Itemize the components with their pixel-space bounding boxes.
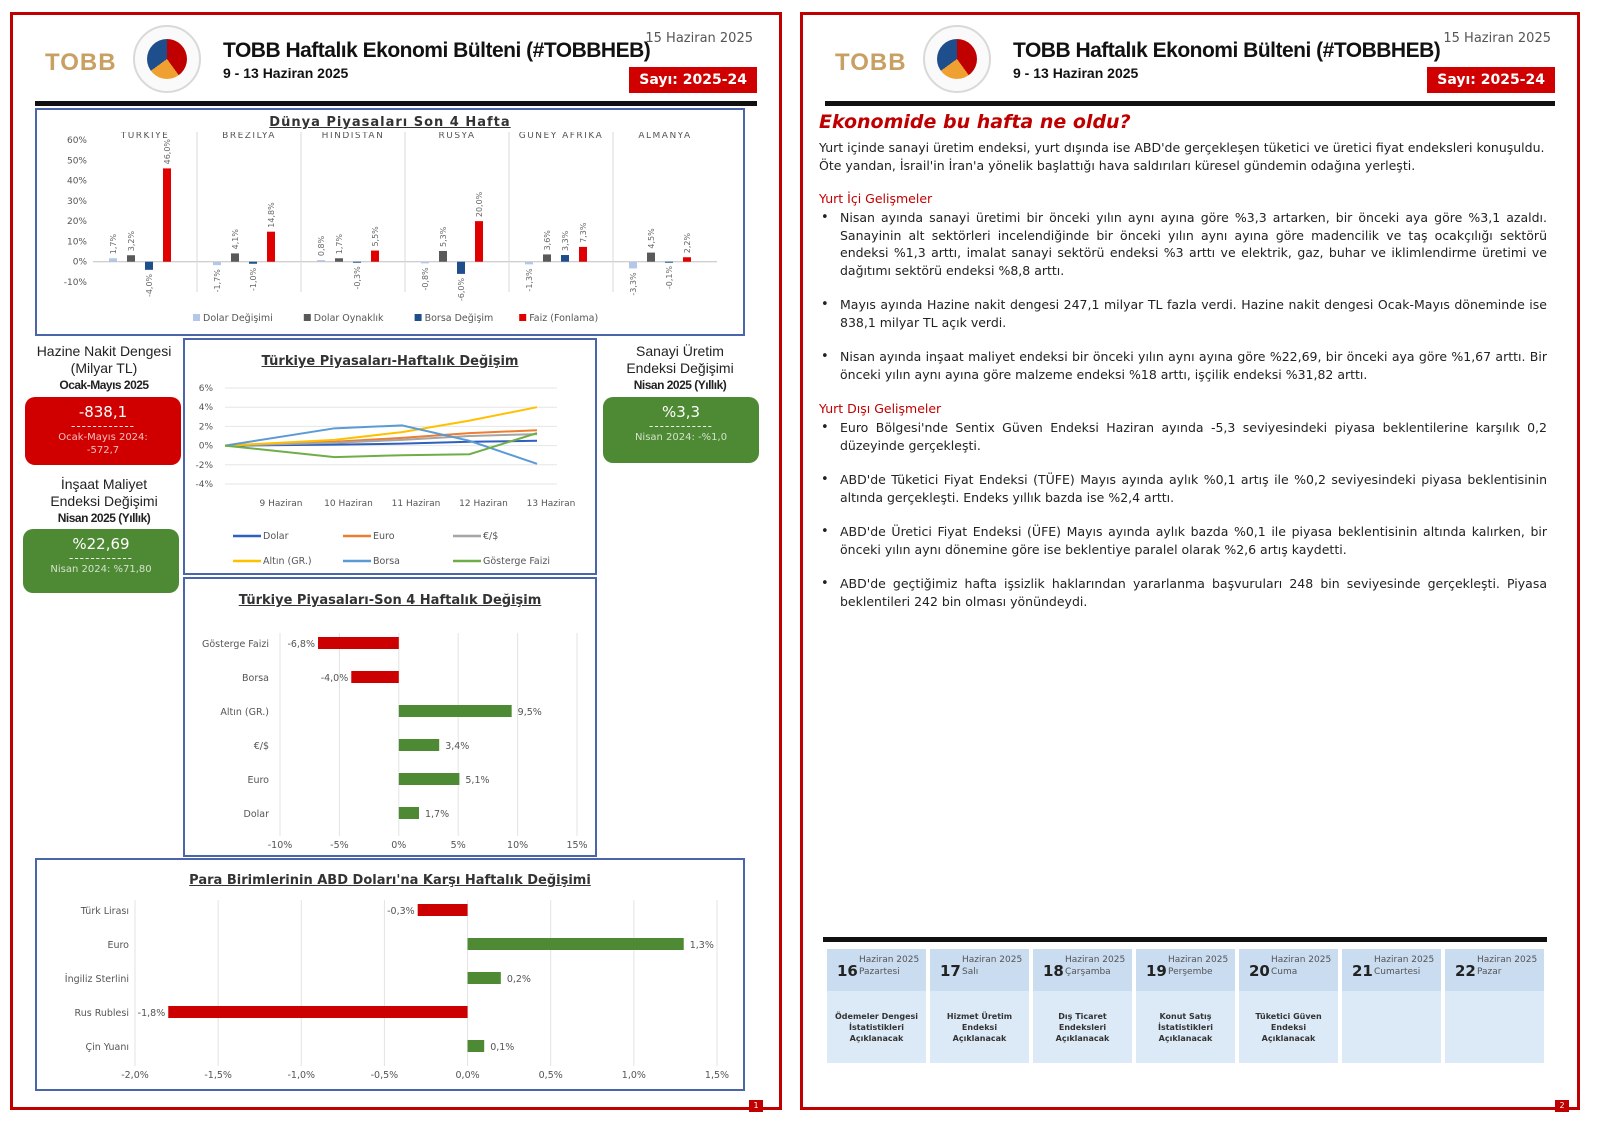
category-label: Borsa — [241, 673, 269, 684]
calendar-weekday: Cuma — [1271, 967, 1298, 977]
x-tick-label: 1,5% — [704, 1070, 730, 1081]
data-label: 0,8% — [317, 235, 326, 257]
data-label: 1,7% — [424, 809, 450, 820]
bar — [213, 262, 221, 265]
calendar-month: Haziran 2025 — [1065, 955, 1126, 965]
list-item: • Nisan ayında sanayi üretimi bir önceki yılın aynı ayına göre %3,3 artarken, bir önceki aya göre %3,1 azaldı. Sanayinin alt sektörleri incelendiğinde bir önceki yılın aynı ayına göre madencilik ve taş ocakçılığı sektörü endeksi %1,3 arttı, imalat sanayi sektörü endeksi %3 arttı ve elektrik, gaz, buhar ve iklimlendirme üretimi ve dağıtımı sektörü endeksi %8,8 arttı. — [819, 209, 1547, 279]
bar — [665, 262, 673, 263]
world-markets-chart — [35, 108, 745, 336]
bar — [561, 255, 569, 262]
data-label: -4,0% — [145, 273, 154, 298]
world-markets-svg — [37, 132, 743, 332]
calendar-day-number: 20 — [1249, 962, 1270, 980]
foreign-news-list — [819, 419, 1547, 627]
bar — [371, 251, 379, 262]
y-tick-label: 30% — [66, 196, 87, 207]
bulletin-page-1 — [10, 12, 782, 1110]
page-header — [803, 15, 1577, 107]
tobb-logo-text: TOBB — [45, 49, 117, 76]
calendar-event: Konut Satış İstatistikleri Açıklanacak — [1157, 1012, 1214, 1043]
bar — [168, 1006, 467, 1018]
page-number: 1 — [749, 1100, 763, 1112]
calendar-weekday: Salı — [962, 967, 979, 977]
data-label: 1,3% — [689, 940, 714, 951]
bar — [353, 262, 361, 263]
kpi-label-line: Hazine Nakit Dengesi — [36, 343, 172, 359]
data-label: 3,3% — [561, 230, 570, 252]
weekly-calendar — [827, 949, 1544, 1063]
legend-label: Faiz (Fonlama) — [529, 313, 599, 324]
category-label: Dolar — [243, 809, 269, 820]
bar — [109, 258, 117, 261]
kpi-prev-value: -572,7 — [86, 445, 120, 456]
turkey-weekly-svg — [185, 374, 595, 574]
list-item: • ABD'de Üretici Fiyat Endeksi (ÜFE) Mayıs ayında aylık bazda %0,1 ile piyasa beklentisinin altında kalırken, bir önceki yılın aynı dönemine göre ise beklentiye paralel olarak %2,6 artış kaydetti. — [819, 523, 1547, 558]
hazine-kpi-card — [25, 397, 181, 465]
y-tick-label: -2% — [195, 460, 213, 471]
intro-paragraph: Yurt içinde sanayi üretim endeksi, yurt dışında ise ABD'de gerçekleşen tüketici ve üretici fiyat endeksleri konuşuldu. Öte yandan, İsrail'in İran'a yönelik başlattığı hava saldırıları küresel gündemin odağına yerleşti. — [819, 140, 1545, 173]
data-label: -1,8% — [137, 1008, 166, 1019]
x-tick-label: -2,0% — [121, 1070, 149, 1081]
calendar-day-number: 17 — [940, 962, 961, 980]
calendar-month: Haziran 2025 — [1374, 955, 1435, 965]
data-label: -0,3% — [387, 906, 415, 917]
bulletin-date: 15 Haziran 2025 — [1443, 31, 1551, 46]
calendar-day — [827, 949, 926, 1063]
list-item: • Mayıs ayında Hazine nakit dengesi 247,1 milyar TL fazla verdi. Hazine nakit dengesi Ocak-Mayıs döneminde ise 838,1 milyar TL açık verdi. — [819, 296, 1547, 331]
legend-label: Altın (GR.) — [263, 556, 312, 567]
kpi-period: Nisan 2025 (Yıllık) — [57, 511, 151, 525]
bar — [163, 168, 171, 261]
legend-swatch — [304, 314, 311, 321]
data-label: 5,3% — [439, 226, 448, 247]
category-label: Gösterge Faizi — [201, 639, 269, 650]
x-tick-label: -10% — [267, 840, 293, 851]
data-label: 14,8% — [267, 202, 276, 228]
x-tick-label: 0,0% — [455, 1070, 480, 1081]
data-label: -1,0% — [249, 267, 258, 291]
y-tick-label: 0% — [198, 441, 213, 452]
bar — [317, 260, 325, 262]
bar — [629, 262, 637, 269]
category-label: Çin Yuanı — [85, 1042, 129, 1053]
insaat-kpi-card — [23, 529, 179, 593]
y-tick-label: 60% — [66, 136, 87, 146]
kpi-label-line: (Milyar TL) — [70, 360, 138, 376]
calendar-month: Haziran 2025 — [962, 955, 1023, 965]
y-tick-label: 20% — [66, 217, 87, 228]
chart-title: Para Birimlerinin ABD Doları'na Karşı Haftalık Değişimi — [189, 873, 591, 888]
calendar-day — [1342, 949, 1441, 1063]
bar — [249, 262, 257, 264]
header-rule — [35, 101, 757, 106]
bar — [525, 262, 533, 265]
legend-swatch — [519, 314, 526, 321]
calendar-day-number: 21 — [1352, 962, 1373, 980]
domestic-news-list — [819, 209, 1547, 400]
x-tick-label: -0,5% — [370, 1070, 399, 1081]
legend-label: Dolar Oynaklık — [313, 313, 384, 324]
calendar-day — [1136, 949, 1235, 1063]
bar — [318, 637, 399, 649]
kpi-prev: Nisan 2024: %71,80 — [50, 564, 152, 575]
bar — [399, 807, 419, 819]
y-tick-label: 4% — [198, 403, 213, 414]
legend-label: Euro — [373, 531, 395, 542]
kpi-divider: ------------ — [649, 419, 713, 433]
kpi-prev: Nisan 2024: -%1,0 — [634, 432, 728, 443]
issue-badge: Sayı: 2025-24 — [1427, 67, 1555, 93]
bar — [351, 671, 399, 683]
turkey-4week-svg — [185, 611, 595, 855]
legend-label: Gösterge Faizi — [483, 556, 551, 567]
bar — [335, 258, 343, 261]
y-tick-label: -4% — [195, 480, 213, 490]
calendar-day — [1445, 949, 1544, 1063]
bar — [127, 255, 135, 261]
x-tick-label: 9 Haziran — [259, 499, 303, 509]
category-label: BREZİLYA — [222, 132, 276, 141]
category-label: Euro — [247, 775, 269, 786]
x-tick-label: 10 Haziran — [324, 499, 373, 509]
x-tick-label: 1,0% — [621, 1070, 646, 1081]
chart-title: Türkiye Piyasaları-Haftalık Değişim — [261, 354, 519, 369]
x-tick-label: 12 Haziran — [459, 499, 508, 509]
calendar-event: Tüketici Güven Endeksi Açıklanacak — [1255, 1012, 1322, 1043]
data-label: 46,0% — [163, 138, 172, 165]
data-label: 20,0% — [475, 191, 484, 218]
calendar-weekday: Çarşamba — [1065, 967, 1111, 977]
turkey-weekly-line-chart — [183, 338, 597, 575]
calendar-rule — [823, 937, 1547, 942]
data-label: 5,1% — [465, 775, 490, 786]
chart-title: Türkiye Piyasaları-Son 4 Haftalık Değişim — [238, 593, 542, 608]
bar — [267, 232, 275, 262]
x-tick-label: -1,0% — [287, 1070, 316, 1081]
category-label: ALMANYA — [638, 132, 692, 141]
calendar-day — [930, 949, 1029, 1063]
y-tick-label: 0% — [72, 257, 87, 268]
kpi-label-line: Endeksi Değişimi — [626, 360, 734, 376]
sanayi-kpi-card — [603, 397, 759, 463]
tobb-logo-text: TOBB — [835, 49, 907, 76]
domestic-section-title: Yurt İçi Gelişmeler — [819, 191, 933, 206]
kpi-label-line: Sanayi Üretim — [636, 343, 724, 359]
calendar-weekday: Perşembe — [1168, 967, 1213, 977]
kpi-label-line: İnşaat Maliyet — [60, 476, 148, 492]
kpi-value: %22,69 — [72, 535, 130, 553]
bar — [475, 221, 483, 262]
x-tick-label: 15% — [566, 840, 588, 851]
y-tick-label: 40% — [66, 176, 87, 187]
x-tick-label: 11 Haziran — [391, 499, 441, 509]
data-label: 9,5% — [517, 707, 542, 718]
calendar-weekday: Pazartesi — [859, 967, 900, 977]
legend-label: Dolar Değişimi — [203, 313, 273, 324]
calendar-day-number: 18 — [1043, 962, 1064, 980]
list-item: • ABD'de geçtiğimiz hafta işsizlik haklarından yararlanma başvuruları 248 bin seviyesinde gerçekleşti. Piyasa beklentileri 242 bin olması yönündeydi. — [819, 575, 1547, 610]
bar — [579, 247, 587, 262]
bar — [647, 253, 655, 262]
bar — [683, 257, 691, 261]
data-label: -1,7% — [213, 269, 222, 293]
calendar-event: Dış Ticaret Endeksleri Açıklanacak — [1055, 1012, 1110, 1043]
data-label: 7,3% — [579, 222, 588, 243]
bar — [468, 972, 501, 984]
kpi-prev-label: Ocak-Mayıs 2024: — [58, 432, 148, 443]
calendar-day-number: 22 — [1455, 962, 1476, 980]
calendar-month: Haziran 2025 — [859, 955, 920, 965]
kpi-value: %3,3 — [661, 403, 701, 421]
legend-swatch — [193, 314, 200, 321]
data-label: 0,2% — [506, 974, 531, 985]
bar — [468, 1040, 485, 1052]
section-heading: Ekonomide bu hafta ne oldu? — [819, 111, 1131, 133]
calendar-month: Haziran 2025 — [1168, 955, 1229, 965]
category-label: TÜRKİYE — [120, 132, 170, 141]
bulletin-week: 9 - 13 Haziran 2025 — [223, 65, 349, 81]
bar — [418, 904, 468, 916]
y-tick-label: -10% — [63, 278, 87, 288]
bar — [421, 262, 429, 264]
tobb-seal-icon — [923, 25, 991, 93]
kpi-divider: ------------ — [71, 419, 135, 433]
category-label: İngiliz Sterlini — [64, 974, 129, 985]
bar — [468, 938, 684, 950]
legend-swatch — [415, 314, 422, 321]
x-tick-label: 0% — [391, 840, 407, 851]
list-item: • ABD'de Tüketici Fiyat Endeksi (TÜFE) Mayıs ayında aylık %0,1 artış ile %0,2 seviyesindeki piyasa beklentisinin altında gerçekleşti. Endeks yıllık bazda ise %2,4 arttı. — [819, 471, 1547, 506]
bar — [457, 262, 465, 274]
data-label: -4,0% — [320, 673, 349, 684]
calendar-weekday: Pazar — [1477, 967, 1502, 977]
kpi-period: Ocak-Mayıs 2025 — [59, 378, 149, 392]
currencies-svg — [37, 892, 743, 1092]
kpi-period: Nisan 2025 (Yıllık) — [633, 378, 727, 392]
category-label: HİNDİSTAN — [321, 132, 385, 141]
calendar-day — [1239, 949, 1338, 1063]
bar — [543, 254, 551, 261]
y-tick-label: 10% — [66, 237, 87, 248]
legend-label: €/$ — [483, 531, 499, 542]
bar — [231, 253, 239, 261]
x-tick-label: -1,5% — [204, 1070, 232, 1081]
sanayi-kpi-label — [605, 343, 755, 394]
calendar-month: Haziran 2025 — [1271, 955, 1332, 965]
chart-title: Dünya Piyasaları Son 4 Hafta — [269, 115, 511, 130]
page-number: 2 — [1555, 1100, 1569, 1112]
bar — [439, 251, 447, 262]
data-label: 4,5% — [647, 228, 656, 249]
currencies-bar-chart — [35, 858, 745, 1091]
category-label: €/$ — [253, 741, 269, 752]
kpi-label-line: Endeksi Değişimi — [50, 493, 158, 509]
x-tick-label: 13 Haziran — [526, 499, 576, 509]
legend-label: Borsa — [373, 556, 401, 567]
data-label: 1,7% — [109, 233, 118, 255]
category-label: Türk Lirası — [80, 906, 129, 917]
issue-badge: Sayı: 2025-24 — [629, 67, 757, 93]
data-label: 4,1% — [231, 229, 240, 250]
bar — [145, 262, 153, 270]
bulletin-date: 15 Haziran 2025 — [645, 31, 753, 46]
data-label: -3,3% — [629, 272, 638, 296]
x-tick-label: 0,5% — [538, 1070, 563, 1081]
data-label: 2,2% — [683, 232, 692, 254]
data-label: -0,8% — [421, 267, 430, 291]
category-label: Altın (GR.) — [220, 707, 269, 718]
calendar-weekday: Cumartesi — [1374, 967, 1421, 977]
foreign-section-title: Yurt Dışı Gelişmeler — [819, 401, 942, 416]
data-label: 1,7% — [335, 233, 344, 255]
data-label: -0,3% — [353, 266, 362, 290]
tobb-seal-icon — [133, 25, 201, 93]
bulletin-week: 9 - 13 Haziran 2025 — [1013, 65, 1139, 81]
calendar-event: Hizmet Üretim Endeksi Açıklanacak — [946, 1012, 1013, 1043]
data-label: 3,4% — [445, 741, 470, 752]
data-label: 0,1% — [490, 1042, 515, 1053]
bar — [399, 739, 439, 751]
data-label: 5,5% — [371, 226, 380, 247]
x-tick-label: 10% — [507, 840, 529, 851]
y-tick-label: 2% — [198, 422, 213, 433]
data-label: -6,0% — [457, 277, 466, 302]
data-label: 3,2% — [127, 230, 136, 252]
data-label: 3,6% — [543, 230, 552, 251]
data-label: -6,8% — [287, 639, 316, 650]
y-tick-label: 6% — [198, 384, 213, 394]
category-label: Euro — [107, 940, 129, 951]
category-label: Rus Rublesi — [74, 1008, 129, 1019]
kpi-divider: ------------ — [69, 551, 133, 565]
calendar-day-number: 19 — [1146, 962, 1167, 980]
category-label: GÜNEY AFRİKA — [518, 132, 604, 141]
x-tick-label: -5% — [330, 840, 349, 851]
category-label: RUSYA — [438, 132, 476, 141]
list-item: • Nisan ayında inşaat maliyet endeksi bir önceki yılın aynı ayına göre %22,69, bir önceki aya göre %1,67 arttı. Bir önceki yılın aynı ayına göre malzeme endeksi %18 arttı, işçilik endeksi %31,82 arttı. — [819, 348, 1547, 383]
calendar-event: Ödemeler Dengesi İstatistikleri Açıklanacak — [834, 1012, 919, 1043]
kpi-value: -838,1 — [78, 403, 128, 421]
page-header — [13, 15, 779, 107]
bulletin-page-2 — [800, 12, 1580, 1110]
legend-label: Dolar — [263, 531, 289, 542]
bulletin-title: TOBB Haftalık Ekonomi Bülteni (#TOBBHEB) — [1013, 39, 1441, 62]
bar — [399, 705, 512, 717]
y-tick-label: 50% — [66, 156, 87, 167]
bar — [399, 773, 460, 785]
calendar-day — [1033, 949, 1132, 1063]
header-rule — [825, 101, 1555, 106]
hazine-kpi-label — [29, 343, 179, 394]
x-tick-label: 5% — [450, 840, 466, 851]
bulletin-title: TOBB Haftalık Ekonomi Bülteni (#TOBBHEB) — [223, 39, 651, 62]
data-label: -0,1% — [665, 265, 674, 290]
calendar-day-number: 16 — [837, 962, 858, 980]
data-label: -1,3% — [525, 268, 534, 292]
calendar-month: Haziran 2025 — [1477, 955, 1538, 965]
legend-label: Borsa Değişim — [424, 313, 494, 324]
insaat-kpi-label — [29, 476, 179, 527]
list-item: • Euro Bölgesi'nde Sentix Güven Endeksi Haziran ayında -5,3 seviyesindeki piyasa beklentilerine karşılık 0,2 düzeyinde gerçekleşti. — [819, 419, 1547, 454]
turkey-4week-bar-chart — [183, 577, 597, 857]
